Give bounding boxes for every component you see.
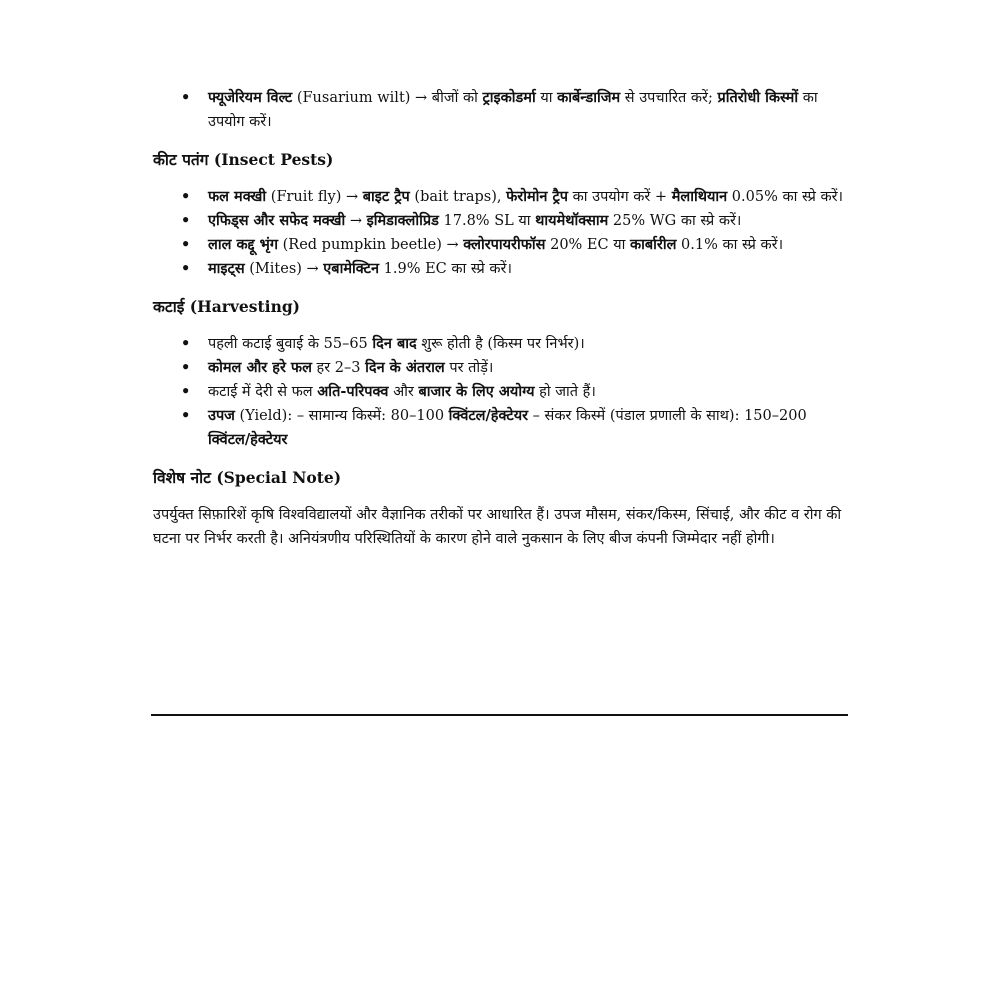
section-heading-harvesting: कटाई (Harvesting) [153, 297, 301, 316]
bold-text-run: प्रतिरोधी किस्मों [717, 89, 799, 106]
list-item [153, 233, 853, 257]
bold-text-run: दिन के अंतराल [365, 359, 445, 376]
text-run: हर 2–3 [311, 360, 366, 376]
bold-text-run: फ्यूजेरियम विल्ट [208, 89, 293, 106]
list-item [153, 404, 853, 452]
harvesting-list [153, 332, 853, 452]
bold-text-run: थायमेथॉक्साम [535, 212, 609, 229]
bold-text-run: अति-परिपक्व [317, 383, 389, 400]
bullet-icon: • [181, 383, 191, 400]
text-run: शुरू होती है (किस्म पर निर्भर)। [416, 336, 585, 352]
text-run: → [345, 213, 367, 229]
insect-pests-list [153, 185, 853, 281]
bold-text-run: क्विंटल/हेक्टेयर [208, 431, 288, 448]
text-run: या [535, 90, 558, 106]
text-run: (Fusarium wilt) → बीजों को [292, 90, 483, 106]
bold-text-run: मैलाथियान [671, 188, 728, 205]
text-run: से उपचारित करें; [620, 90, 718, 106]
list-item-text [208, 213, 741, 229]
special-note-paragraph: उपर्युक्त सिफ़ारिशें कृषि विश्वविद्यालयों और वैज्ञानिक तरीकों पर आधारित हैं। उपज मौसम, संकर/किस्म, सिंचाई, और कीट व रोग की घटना पर निर्भर करती है। अनियंत्रणीय परिस्थितियों के कारण होने वाले नुकसान के लिए बीज कंपनी जिम्मेदार नहीं होगी। [153, 507, 842, 547]
text-run: पर तोड़ें। [444, 360, 494, 376]
list-item-text [208, 384, 596, 400]
text-run: का उपयोग करें। [208, 90, 818, 130]
text-run: और [388, 384, 419, 400]
bullet-icon: • [181, 335, 191, 352]
bold-text-run: माइट्स [208, 260, 245, 277]
list-item [153, 185, 853, 209]
bold-text-run: एबामेक्टिन [323, 260, 380, 277]
list-item-text [208, 90, 818, 130]
text-run: 20% EC या [545, 237, 630, 253]
horizontal-rule [151, 714, 848, 716]
list-item [153, 380, 853, 404]
bold-text-run: उपज [208, 407, 235, 424]
bold-text-run: कार्बेन्डाजिम [557, 89, 621, 106]
list-item-text [208, 189, 843, 205]
text-run: (Yield): – सामान्य किस्में: 80–100 [234, 408, 449, 424]
bullet-icon: • [181, 260, 191, 277]
list-item [153, 257, 853, 281]
text-run: (Red pumpkin beetle) → [278, 237, 464, 253]
document-body [153, 86, 853, 551]
text-run: पहली कटाई बुवाई के 55–65 [208, 336, 373, 352]
bold-text-run: दिन बाद [372, 335, 417, 352]
bold-text-run: क्लोरपायरीफॉस [463, 236, 546, 253]
list-item-text [208, 336, 585, 352]
bullet-icon: • [181, 89, 191, 106]
text-run: (bait traps), [409, 189, 507, 205]
text-run: (Fruit fly) → [266, 189, 363, 205]
bold-text-run: एफिड्स और सफेद मक्खी [208, 212, 346, 229]
list-item-text [208, 360, 493, 376]
text-run: 17.8% SL या [438, 213, 536, 229]
bold-text-run: बाइट ट्रैप [362, 188, 410, 205]
bold-text-run: क्विंटल/हेक्टेयर [448, 407, 529, 424]
text-run: हो जाते हैं। [534, 384, 596, 400]
text-run: (Mites) → [244, 261, 324, 277]
list-item [153, 332, 853, 356]
list-item [153, 209, 853, 233]
bold-text-run: लाल कद्दू भृंग [208, 236, 279, 253]
list-item-text [208, 408, 807, 448]
bold-text-run: इमिडाक्लोप्रिड [366, 212, 439, 229]
text-run: 1.9% EC का स्प्रे करें। [379, 261, 512, 277]
list-item-text [208, 237, 783, 253]
bullet-icon: • [181, 359, 191, 376]
text-run: – संकर किस्में (पंडाल प्रणाली के साथ): 150–200 [528, 408, 807, 424]
bold-text-run: कोमल और हरे फल [208, 359, 312, 376]
section-heading-special-note: विशेष नोट (Special Note) [153, 468, 342, 487]
bold-text-run: बाजार के लिए अयोग्य [418, 383, 535, 400]
text-run: 0.1% का स्प्रे करें। [676, 237, 784, 253]
text-run: 0.05% का स्प्रे करें। [727, 189, 844, 205]
list-item-text [208, 261, 512, 277]
list-item [153, 86, 853, 134]
bold-text-run: ट्राइकोडर्मा [482, 89, 536, 106]
text-run: कटाई में देरी से फल [208, 384, 318, 400]
bullet-icon: • [181, 188, 191, 205]
disease-list [153, 86, 853, 134]
bold-text-run: कार्बारील [630, 236, 677, 253]
bullet-icon: • [181, 212, 191, 229]
text-run: 25% WG का स्प्रे करें। [608, 213, 742, 229]
list-item [153, 356, 853, 380]
bullet-icon: • [181, 236, 191, 253]
bold-text-run: फल मक्खी [208, 188, 267, 205]
bold-text-run: फेरोमोन ट्रैप [506, 188, 569, 205]
section-heading-insect-pests: कीट पतंग (Insect Pests) [153, 150, 334, 169]
bullet-icon: • [181, 407, 191, 424]
text-run: का उपयोग करें + [568, 189, 672, 205]
